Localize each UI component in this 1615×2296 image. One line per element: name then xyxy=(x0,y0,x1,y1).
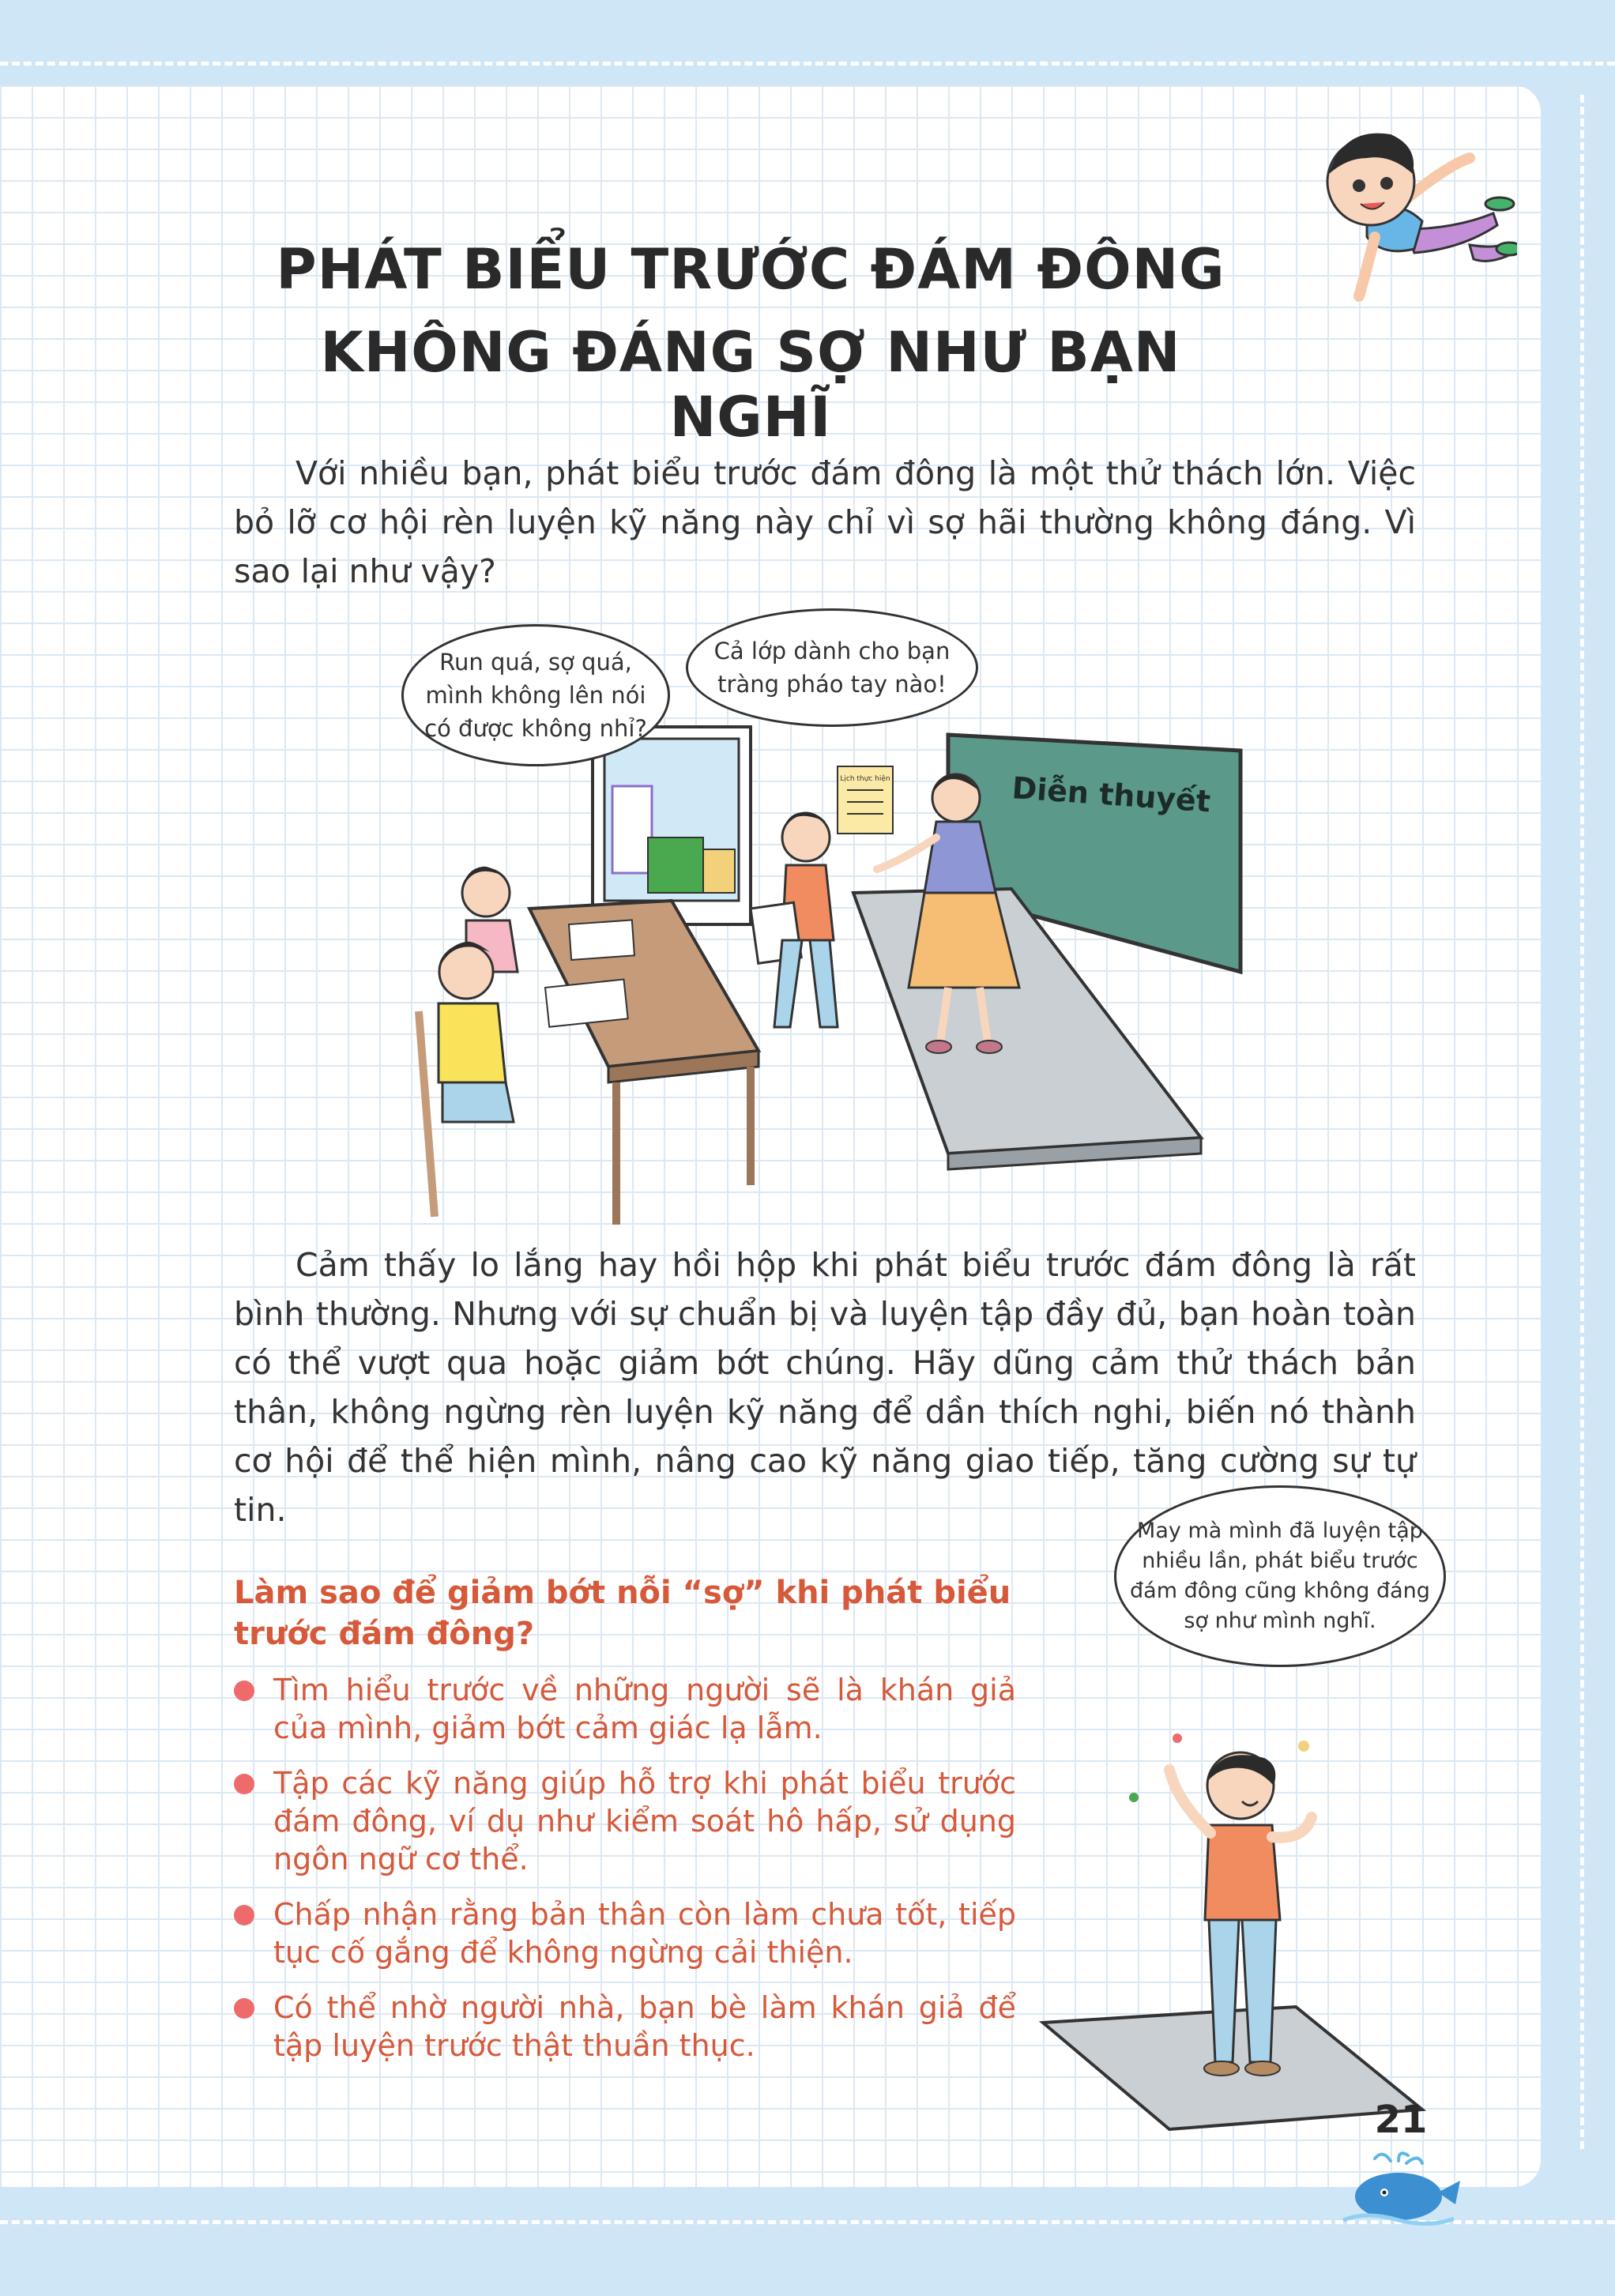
tip-text: Tập các kỹ năng giúp hỗ trợ khi phát biểu trước đám đông, ví dụ như kiểm soát hô hấp, sử dụng ngôn ngữ cơ thể. xyxy=(273,1766,1016,1876)
tip-text: Có thể nhờ người nhà, bạn bè làm khán giả để tập luyện trước thật thuần thục. xyxy=(273,1990,1016,2063)
confident-boy-illustration xyxy=(1035,1722,1430,2133)
tip-text: Tìm hiểu trước về những người sẽ là khán giả của mình, giảm bớt cảm giác lạ lẫm. xyxy=(273,1673,1016,1745)
tips-list xyxy=(234,1671,1016,2082)
body-paragraph: Cảm thấy lo lắng hay hồi hộp khi phát biểu trước đám đông là rất bình thường. Nhưng với sự chuẩn bị và luyện tập đầy đủ, bạn hoàn toàn có thể vượt qua hoặc giảm bớt chúng. Hãy dũng cảm thử thách bản thân, không ngừng rèn luyện kỹ năng để dần thích nghi, biến nó thành cơ hội để thể hiện mình, nâng cao kỹ năng giao tiếp, tăng cường sự tự tin. xyxy=(234,1246,1416,1529)
tips-heading: Làm sao để giảm bớt nỗi “sợ” khi phát biểu trước đám đông? xyxy=(234,1575,1011,1652)
confident-speech-bubble: May mà mình đã luyện tập nhiều lần, phát biểu trước đám đông cũng không đáng sợ như mình nghĩ. xyxy=(1114,1485,1446,1667)
notice-paper-label: Lịch thực hiện xyxy=(840,775,890,783)
intro-paragraph: Với nhiều bạn, phát biểu trước đám đông là một thử thách lớn. Việc bỏ lỡ cơ hội rèn luyện kỹ năng này chỉ vì sợ hãi thường không đáng. Vì sao lại như vậy? xyxy=(234,454,1416,590)
tip-item xyxy=(234,1671,1016,1747)
page-title-line-2: KHÔNG ĐÁNG SỢ NHƯ BẠN NGHĨ xyxy=(320,320,1181,450)
tip-text: Chấp nhận rằng bản thân còn làm chưa tốt, tiếp tục cố gắng để không ngừng cải thiện. xyxy=(273,1897,1016,1970)
blackboard-text: Diễn thuyết xyxy=(1011,770,1212,819)
page-title-line-1: PHÁT BIỂU TRƯỚC ĐÁM ĐÔNG xyxy=(276,237,1225,302)
classroom-illustration xyxy=(411,711,1264,1248)
whale-icon xyxy=(1335,2149,1462,2228)
teacher-speech-bubble: Cả lớp dành cho bạn tràng pháo tay nào! xyxy=(686,608,978,727)
tip-item xyxy=(234,1895,1016,1971)
right-dashed-border xyxy=(1580,95,1584,2149)
tip-item xyxy=(234,1989,1016,2065)
student-worried-speech-bubble: Run quá, sợ quá, mình không lên nói có được không nhỉ? xyxy=(401,624,670,766)
flying-boy-illustration xyxy=(1312,111,1517,316)
bullet-dot-icon xyxy=(234,1998,254,2019)
tip-item xyxy=(234,1764,1016,1878)
page-number: 21 xyxy=(1374,2098,1428,2142)
top-dashed-border xyxy=(0,62,1615,66)
bullet-dot-icon xyxy=(234,1681,254,1701)
bullet-dot-icon xyxy=(234,1905,254,1925)
bullet-dot-icon xyxy=(234,1774,254,1794)
